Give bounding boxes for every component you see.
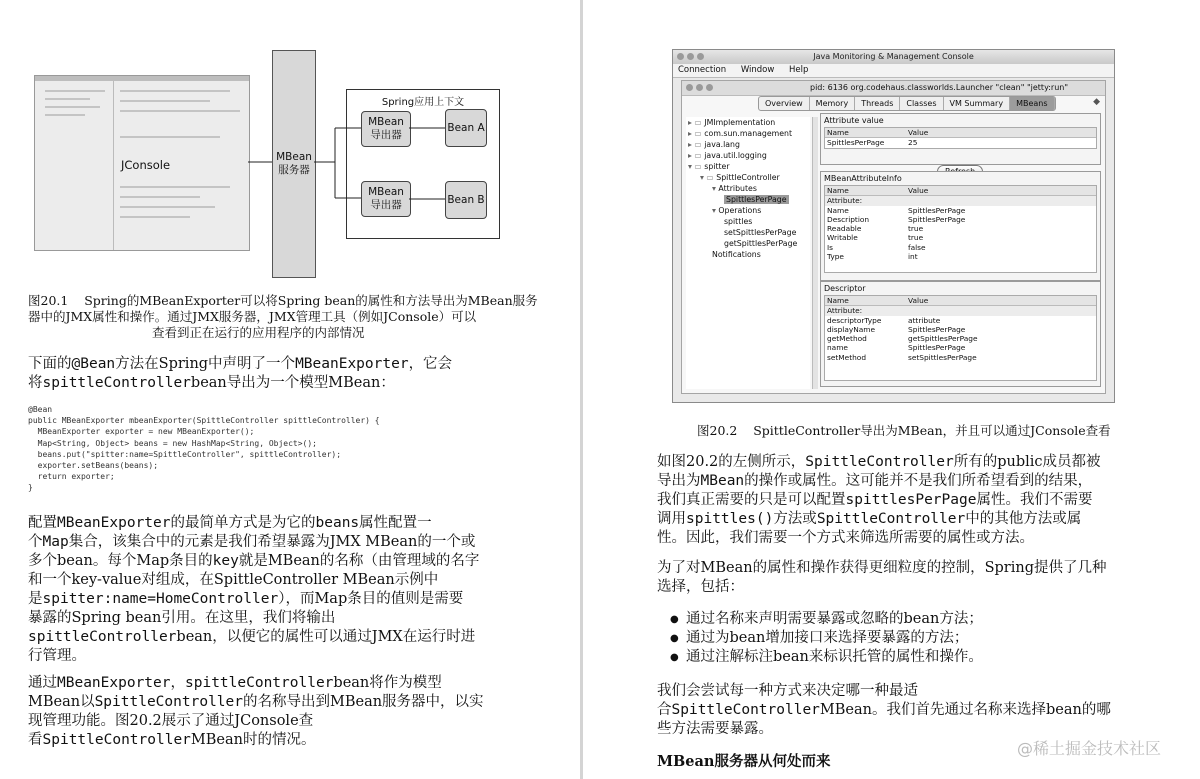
splitter-handle[interactable] [812,117,818,389]
descriptor-table [824,295,1097,381]
text-line [28,647,479,666]
text-span: ， [170,675,185,691]
left-paragraph-3 [28,674,484,750]
text-line [28,628,479,647]
tree-node[interactable] [686,139,810,150]
table-row[interactable] [825,252,1096,261]
text-span: bean导出为一个模型MBean： [190,375,395,391]
code-span: SpittleController [805,454,954,470]
window-title: Java Monitoring & Management Console [813,52,974,61]
bullet-text: 通过为bean增加接口来选择要暴露的方法； [686,630,969,646]
folder-icon: ▭ [694,151,705,160]
text-span: 合 [657,702,672,718]
tree-node-label: Attributes [718,184,757,193]
tree-node-label: spittles [724,217,753,226]
tab-mbeans[interactable]: MBeans [1010,97,1054,110]
code-span: Map [42,534,69,550]
table-cell: attribute [908,315,941,325]
table-cell: Attribute: [827,306,863,316]
table-row[interactable] [825,334,1096,343]
tree-node[interactable] [686,227,810,238]
code-span: beans [315,515,360,531]
table-row[interactable] [825,196,1096,205]
tab-classes[interactable]: Classes [900,97,943,110]
table-cell: 25 [908,138,918,148]
expand-right-icon[interactable]: ▸ [688,140,695,149]
text-line [28,609,479,628]
code-span: spittlesPerPage [845,492,977,508]
expand-right-icon[interactable]: ▸ [688,129,695,138]
tree-node[interactable] [686,205,810,216]
code-line: @Bean [28,405,53,414]
text-span: 多个bean。每个Map条目的 [28,553,213,569]
tree-node[interactable] [686,238,810,249]
text-span: 中的其他方法或属 [965,511,1082,527]
expand-down-icon[interactable]: ▾ [688,162,695,171]
table-cell: Writable [827,233,858,243]
code-span: SpittleController [42,732,191,748]
text-line [657,491,1101,510]
text-line [28,674,484,693]
text-line [28,514,479,533]
code-span: MBeanExporter [57,675,171,691]
text-span: 就是MBean的名称（由管理域的名字 [238,553,480,569]
text-line [657,559,1106,578]
folder-icon: ▭ [694,129,705,138]
code-span: MBeanExporter [57,515,171,531]
table-cell: int [908,252,918,262]
text-line [28,590,479,609]
expand-down-icon[interactable]: ▾ [712,206,719,215]
folder-icon: ▭ [706,173,717,182]
table-cell: Type [827,252,844,262]
text-line [28,571,479,590]
table-cell: Readable [827,224,862,234]
text-span: 导出为 [657,473,701,489]
text-span: ），而Map条目的值则是需要 [278,591,464,607]
table-cell: descriptorType [827,315,882,325]
window-titlebar [673,50,1114,64]
jconsole-label: JConsole [121,158,171,172]
table-cell: true [908,233,924,243]
connection-frame [681,80,1106,394]
text-line [657,701,1111,720]
table-cell: SpittlesPerPage [908,343,966,353]
code-line: } [28,483,33,493]
tree-node[interactable] [686,249,810,260]
tree-node-label: SpittleController [716,173,780,182]
text-span: 集合，该集合中的元素是我们希望暴露为JMX MBean的一个或 [68,534,476,550]
attribute-value-table [824,127,1097,149]
table-cell: Name [827,186,849,195]
table-cell: SpittlesPerPage [827,138,885,148]
text-span: 现管理功能。图20.2展示了通过JConsole查 [28,713,314,729]
tree-node-label: SpittlesPerPage [726,195,787,204]
bullet-item: ● 通过名称来声明需要暴露或忽略的bean方法； [670,611,983,627]
code-line: exporter.setBeans(beans); [28,461,159,471]
text-span: MBean以 [28,694,95,710]
text-span: ，它会 [408,356,453,372]
text-line [657,682,1111,701]
table-row[interactable] [825,233,1096,242]
descriptor-title: Descriptor [824,284,866,293]
expand-right-icon[interactable]: ▸ [688,118,695,127]
text-span: 和一个key-value对组成，在SpittleController MBean示例中 [28,572,439,588]
tree-node[interactable] [686,183,810,194]
menu-help[interactable]: Help [789,65,809,75]
bullet-item: ● 通过为bean增加接口来选择要暴露的方法； [670,630,969,646]
left-paragraph-2 [28,514,479,666]
text-span: 选择，包括： [657,579,744,595]
tree-node-label: getSpittlesPerPage [724,239,798,248]
table-cell: Attribute: [827,196,863,206]
text-line [28,552,479,571]
descriptor-panel [820,281,1101,387]
text-span: 行管理。 [28,648,86,664]
code-span: spitter:name=HomeController [42,591,279,607]
code-block [28,404,508,494]
text-span: 的操作或属性。这可能并不是我们所希望看到的结果， [744,473,1093,489]
connection-status-icon: ◆ [1093,97,1100,107]
code-span: MBeanExporter [295,356,409,372]
tree-node[interactable] [686,161,810,172]
frame-controls [686,84,713,91]
folder-icon: ▭ [694,162,705,171]
text-line [28,731,484,750]
expand-right-icon[interactable]: ▸ [688,151,695,160]
watermark: @稀土掘金技术社区 [1017,739,1162,758]
attribute-info-table [824,185,1097,273]
mbean-tree [686,117,810,389]
table-row[interactable] [825,343,1096,352]
tree-node[interactable] [686,216,810,227]
code-span: key [212,553,239,569]
menu-bar [673,64,1114,78]
text-span: 属性。我们不需要 [976,492,1093,508]
menu-connection[interactable]: Connection [678,65,727,75]
text-span: 我们真正需要的只是可以配置 [657,492,846,508]
figure-20-1-caption-2: 器中的JMX属性和操作。通过JMX服务器，JMX管理工具（例如JConsole）可以 [28,309,477,324]
text-span: 看 [28,732,43,748]
text-line [657,472,1101,491]
spring-context-label: Spring应用上下文 [381,97,465,108]
text-span: 如图20.2的左侧所示， [657,454,806,470]
folder-icon: ▭ [694,140,705,149]
tab-vm-summary[interactable]: VM Summary [944,97,1011,110]
text-span: 我们会尝试每一种方式来决定哪一种最适 [657,683,918,699]
jconsole-window [672,49,1115,403]
code-line: MBeanExporter exporter = new MBeanExporter(); [28,427,255,437]
text-line [28,693,484,712]
text-span: bean，以便它的属性可以通过JMX在运行时进 [176,629,476,645]
table-cell: SpittlesPerPage [908,324,966,334]
mbean-exporter-a: MBean 导出器 [361,111,411,147]
text-line [657,453,1101,472]
bean-a-box: Bean A [445,109,487,147]
bean-b-box: Bean B [445,181,487,219]
table-row[interactable] [825,243,1096,252]
tree-node-label: com.sun.management [704,129,793,138]
text-line [657,578,1106,597]
figure-20-1-caption-1: 图20.1 Spring的MBeanExporter可以将Spring bean的属性和方法导出为MBean服务 [28,293,538,308]
tab-bar [758,96,1056,111]
table-row[interactable] [825,138,1096,147]
table-row[interactable] [825,306,1096,315]
text-span: 些方法需要暴露。 [657,721,773,737]
tree-node-label: Operations [718,206,762,215]
tree-node[interactable] [686,150,810,161]
table-cell: Description [827,214,870,224]
window-controls [677,53,704,60]
code-span: SpittleController [816,511,966,527]
table-cell: setMethod [827,352,867,362]
menu-window[interactable]: Window [740,65,775,75]
text-span: 调用 [657,511,686,527]
table-row[interactable] [825,325,1096,334]
tree-node-label: java.util.logging [704,151,767,160]
tree-node-label: java.lang [704,140,740,149]
table-cell: getSpittlesPerPage [908,334,978,344]
figure-connectors [30,50,505,280]
table-cell: true [908,224,924,234]
table-cell: name [827,343,848,353]
code-span: spittles() [686,511,774,527]
tab-overview[interactable]: Overview [759,97,810,110]
table-cell: false [908,242,926,252]
expand-down-icon[interactable]: ▾ [700,173,707,182]
code-span: spittleController [185,675,334,691]
tree-node-label: Notifications [712,250,761,259]
code-span: spittleController [42,375,191,391]
text-line [28,712,484,731]
text-line [657,510,1101,529]
tree-node-label: spitter [704,162,730,171]
left-page [0,0,580,779]
table-cell: Is [827,242,834,252]
pid-label: pid: 6136 org.codehaus.classworlds.Launcher "clean" "jetty:run" [810,83,1069,92]
code-line: public MBeanExporter mbeanExporter(SpittleController spittleController) { [28,416,380,426]
tree-node-label: setSpittlesPerPage [724,228,797,237]
attribute-info-panel [820,171,1101,281]
table-header-row [825,128,1096,138]
text-span: 方法在Spring中声明了一个 [115,356,296,372]
text-span: 配置 [28,515,57,531]
attribute-info-title: MBeanAttributeInfo [824,174,902,183]
code-span: SpittleController [671,702,820,718]
table-cell: Value [908,296,929,305]
table-header-row [825,296,1096,306]
table-cell: SpittlesPerPage [908,214,966,224]
code-span: MBean [700,473,745,489]
text-span: 为了对MBean的属性和操作获得更细粒度的控制，Spring提供了几种 [657,560,1107,576]
text-span: bean将作为模型 [333,675,442,691]
text-span: 是 [28,591,43,607]
table-row[interactable] [825,316,1096,325]
tree-node[interactable] [686,117,810,128]
table-cell: Value [908,186,929,195]
figure-20-2-caption: 图20.2 SpittleController导出为MBean，并且可以通过JConsole查看 [697,423,1111,438]
tree-node[interactable] [686,172,810,183]
text-span: 性。因此，我们需要一个方式来筛选所需要的属性或方法。 [657,530,1034,546]
text-span: 的名称导出到MBean服务器中，以实 [242,694,484,710]
text-span: 个 [28,534,43,550]
text-span: 将 [28,375,43,391]
table-row[interactable] [825,215,1096,224]
text-span: MBean时的情况。 [190,732,316,748]
text-line [28,533,479,552]
code-line: beans.put("spitter:name=SpittleController", spittleController); [28,449,342,459]
code-span: spittleController [28,629,177,645]
table-cell: Name [827,296,849,305]
table-header-row [825,186,1096,196]
tab-threads[interactable]: Threads [855,97,900,110]
code-span: @Bean [71,356,116,372]
table-cell: displayName [827,324,876,334]
tree-node-label: JMImplementation [704,118,776,127]
text-line [28,374,452,393]
text-span: 暴露的Spring bean引用。在这里，我们将输出 [28,610,336,626]
table-cell: getMethod [827,334,867,344]
attribute-value-title: Attribute value [824,116,884,125]
figure-20-1 [30,50,505,280]
expand-down-icon[interactable]: ▾ [712,184,719,193]
text-line [28,355,452,374]
text-span: 通过 [28,675,57,691]
mbean-server-label: MBean 服务器 [276,151,312,176]
text-span: 下面的 [28,356,72,372]
code-line: return exporter; [28,472,115,482]
text-span: 所有的public成员都被 [953,454,1101,470]
table-cell: SpittlesPerPage [908,205,966,215]
table-cell: setSpittlesPerPage [908,352,977,362]
tab-memory[interactable]: Memory [810,97,856,110]
tree-node[interactable] [686,194,810,205]
table-row[interactable] [825,206,1096,215]
right-paragraph-1 [657,453,1101,548]
left-paragraph-1 [28,355,452,393]
attribute-value-panel [820,113,1101,165]
right-paragraph-2 [657,559,1106,597]
text-span: 属性配置一 [359,515,432,531]
right-paragraph-3 [657,682,1111,739]
table-cell: Name [827,205,849,215]
table-row[interactable] [825,224,1096,233]
table-row[interactable] [825,353,1096,362]
text-span: 方法或 [773,511,817,527]
text-span: MBean。我们首先通过名称来选择bean的哪 [819,702,1111,718]
folder-icon: ▭ [694,118,705,127]
table-cell: Name [827,128,849,137]
code-span: SpittleController [94,694,243,710]
tree-node[interactable] [686,128,810,139]
code-line: Map<String, Object> beans = new HashMap<String, Object>(); [28,438,317,448]
bullet-item: ● 通过注解标注bean来标识托管的属性和操作。 [670,649,983,665]
table-cell: Value [908,128,929,137]
bullet-text: 通过名称来声明需要暴露或忽略的bean方法； [686,611,983,627]
section-heading: MBean服务器从何处而来 [657,753,831,770]
mbean-exporter-b: MBean 导出器 [361,181,411,217]
text-span: 的最简单方式是为它的 [170,515,316,531]
bullet-text: 通过注解标注bean来标识托管的属性和操作。 [686,649,983,665]
text-line [657,529,1101,548]
connection-titlebar [682,81,1105,96]
figure-20-1-caption-3: 查看到正在运行的应用程序的内部情况 [152,325,365,340]
